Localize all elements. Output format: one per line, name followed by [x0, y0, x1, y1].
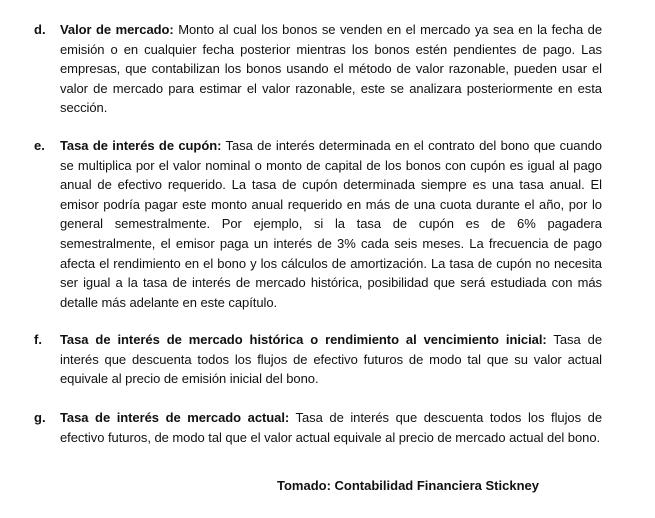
item-paragraph: [60, 408, 602, 447]
item-definition: Tasa de interés determinada en el contrato del bono que cuando se multiplica por el valor nominal o monto de capital de los bonos con cupón es igual al pago anual de efectivo requerido. La tasa de cupón determinada siempre es una tasa anual. El emisor podría pagar este monto anual requerido en más de una cuota durante el año, por lo general semestralmente. Por ejemplo, si la tasa de cupón es de 6% pagadera semestralmente, el emisor paga un interés de 3% cada seis meses. La frecuencia de pago afecta el rendimiento en el bono y los cálculos de amortización. La tasa de cupón no necesita ser igual a la tasa de interés de mercado histórica, posibilidad que será estudiada con más detalle más adelante en este capítulo.: [60, 138, 602, 310]
item-definition: Tasa de interés que descuenta todos los flujos de efectivo futuros, de modo tal que el valor actual equivale al precio de mercado actual del bono.: [60, 410, 603, 445]
list-marker: g.: [34, 410, 46, 425]
item-term: Tasa de interés de mercado histórica o rendimiento al vencimiento inicial:: [60, 332, 547, 347]
item-paragraph: [60, 330, 602, 389]
list-marker: d.: [34, 22, 46, 37]
item-definition: Monto al cual los bonos se venden en el mercado ya sea en la fecha de emisión o en cualquier fecha posterior mientras los bonos estén pendientes de pago. Las empresas, que contabilizan los bonos usando el método de valor razonable, pueden usar el valor de mercado para estimar el valor razonable, este se analizara posteriormente en esta sección.: [60, 22, 603, 116]
item-term: Valor de mercado:: [60, 22, 174, 37]
list-marker: e.: [34, 138, 45, 153]
item-definition: Tasa de interés que descuenta todos los flujos de efectivo futuros de modo tal que su valor actual equivale al precio de emisión inicial del bono.: [60, 332, 603, 387]
item-paragraph: [60, 20, 602, 118]
item-term: Tasa de interés de mercado actual:: [60, 410, 290, 425]
item-paragraph: [60, 136, 602, 312]
item-term: Tasa de interés de cupón:: [60, 138, 222, 153]
list-marker: f.: [34, 332, 42, 347]
source-citation: Tomado: Contabilidad Financiera Stickney: [277, 478, 539, 493]
